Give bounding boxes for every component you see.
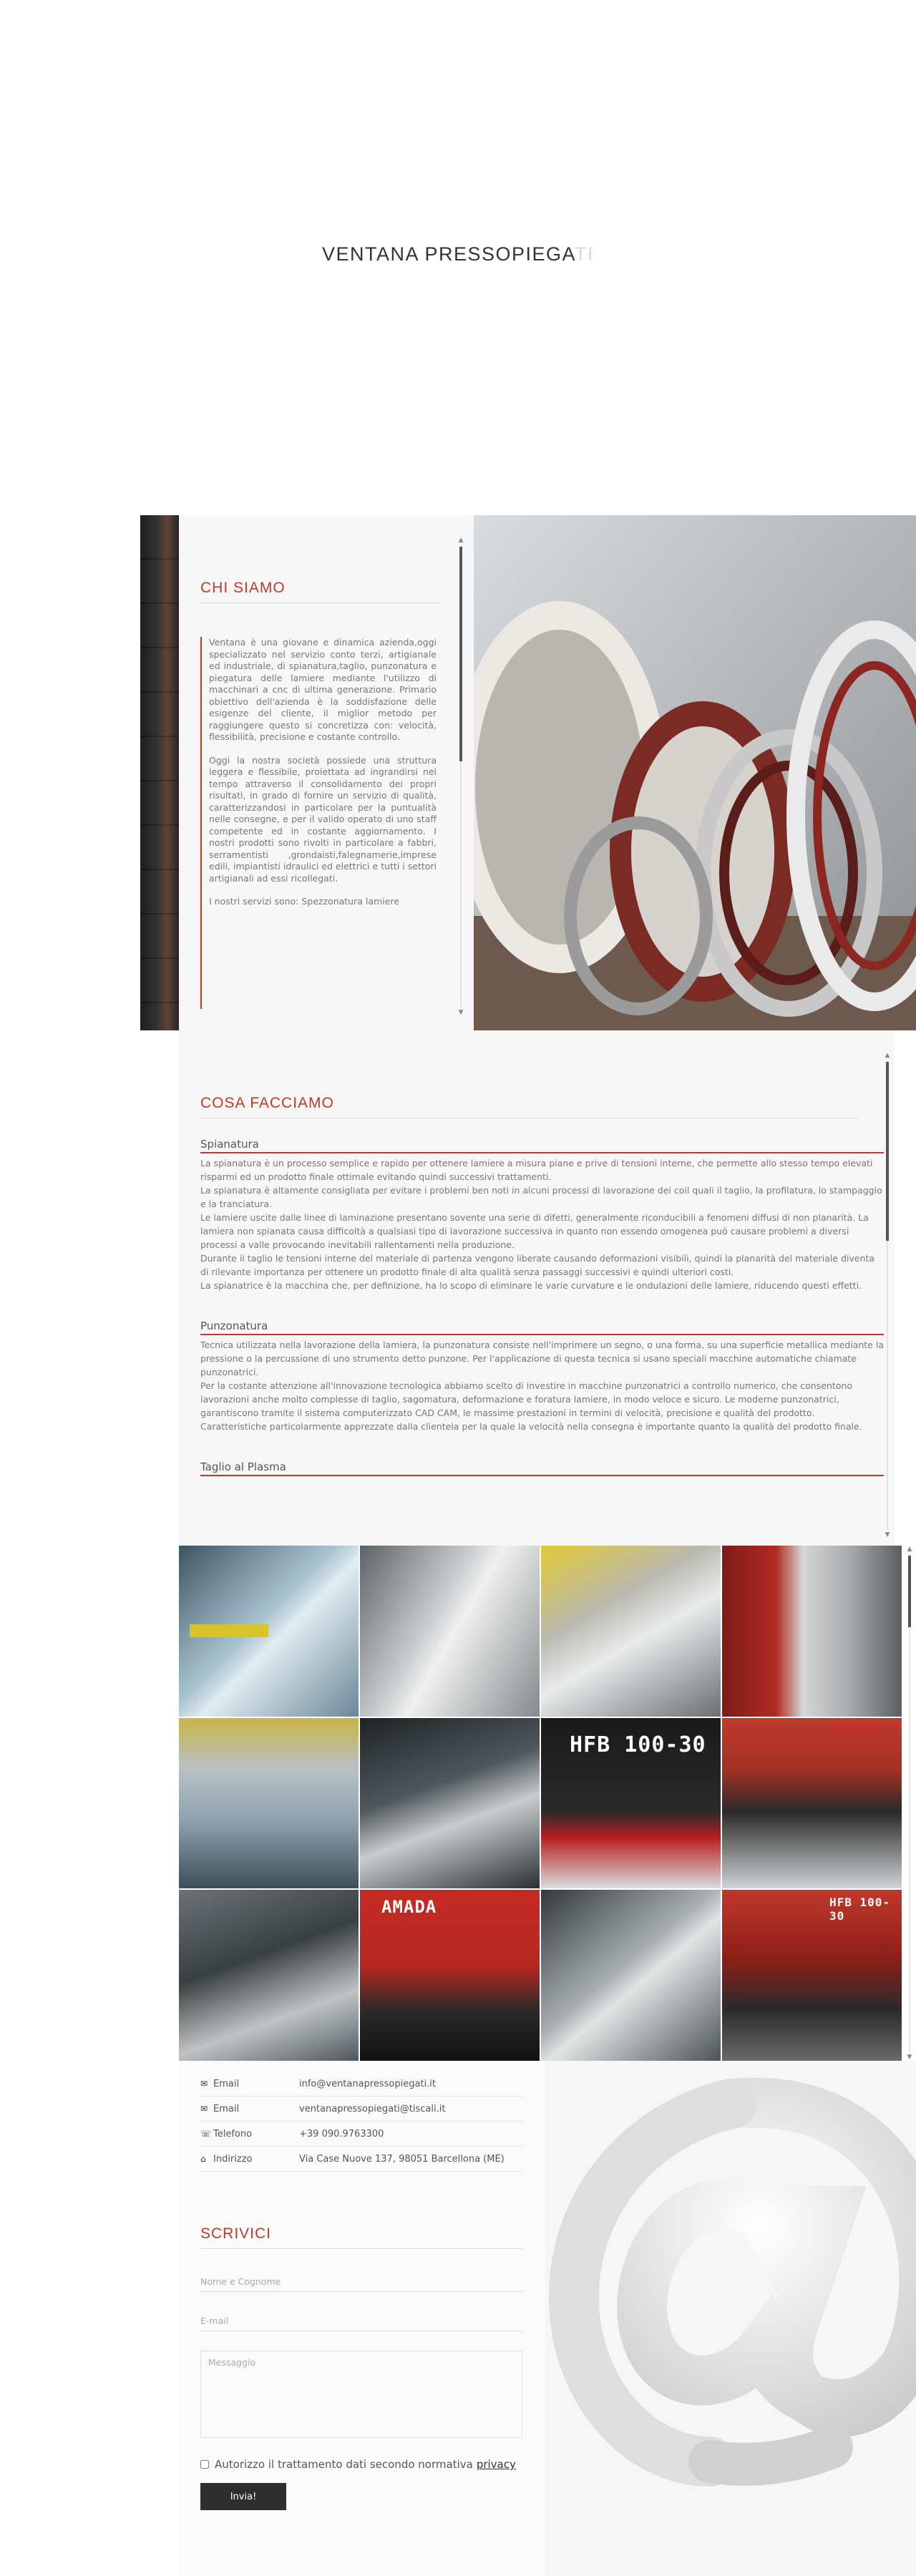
scroll-down-icon[interactable]: ▼ — [885, 1531, 890, 1538]
contact-panel — [179, 2061, 545, 2576]
service-title: Spianatura — [200, 1138, 884, 1153]
about-paragraph: I nostri servizi sono: Spezzonatura lamiere — [209, 896, 399, 907]
privacy-text: Autorizzo il trattamento dati secondo normativa — [215, 2458, 473, 2471]
scroll-down-icon[interactable]: ▼ — [907, 2054, 912, 2061]
gallery-scrollbar[interactable] — [906, 1546, 913, 2061]
about-text[interactable] — [200, 637, 437, 1009]
contact-email-row — [200, 2072, 522, 2097]
service-item — [200, 1319, 884, 1433]
contact-form-title: SCRIVICI — [200, 2225, 272, 2242]
home-icon: ⌂ — [200, 2154, 206, 2164]
envelope-icon: ✉ — [200, 2079, 208, 2089]
gallery-photo[interactable] — [541, 1718, 721, 1889]
scroll-up-icon[interactable]: ▲ — [458, 537, 464, 544]
privacy-checkbox[interactable] — [200, 2460, 209, 2469]
envelope-icon: ✉ — [200, 2104, 208, 2114]
gallery-photo[interactable] — [541, 1890, 721, 2061]
gallery-photo[interactable] — [722, 1718, 902, 1889]
services-list[interactable] — [200, 1138, 884, 1538]
scroll-up-icon[interactable]: ▲ — [907, 1546, 912, 1553]
gallery-photo[interactable] — [360, 1890, 540, 2061]
about-section — [179, 515, 474, 1030]
service-text: La spianatura è un processo semplice e rapido per ottenere lamiere a misura piane e prive di tensioni interne, che permette allo stesso tempo elevati risparmi ed un prodotto finale ottimale evitando quindi successivi trattamenti. La spianatura è altamente consigliata per evitare i problemi ben noti in alcuni processi di lavorazione dei coil quali il taglio, la profilatura, lo stampaggio e la tranciatura. Le lamiere uscite dalle linee di laminazione presentano sovente una serie di difetti, generalmente riconducibili a fenomeni diffusi di non planarità. La lamiera non spianata causa difficoltà a qualsiasi tipo di lavorazione successiva in quanto non essendo omogenea può causare problemi a diversi processi a valle provocando inevitabili rallentamenti nella produzione. Durante il taglio le tensioni interne del materiale di partenza vengono liberate causando deformazioni visibili, quindi la planarità del materiale diventa di rilevante importanza per ottenere un prodotto finale di alta qualità senza passaggi successivi e quindi ulteriori costi. La spianatrice è la macchina che, per definizione, ha lo scopo di eliminare le varie curvature e le ondulazioni delle lamiere, riducendo questi effetti. — [200, 1158, 882, 1291]
contact-address-row — [200, 2147, 522, 2172]
gallery-photo[interactable] — [179, 1890, 359, 2061]
gallery-photo[interactable] — [541, 1546, 721, 1717]
work-gallery — [179, 1546, 902, 2061]
about-side-photo — [140, 515, 179, 1030]
submit-button[interactable]: Invia! — [200, 2483, 286, 2510]
about-scrollbar[interactable] — [457, 537, 464, 1016]
contact-value[interactable]: ventanapressopiegati@tiscali.it — [299, 2103, 446, 2114]
contact-email-row — [200, 2097, 522, 2122]
email-input[interactable] — [200, 2311, 522, 2331]
scroll-thumb[interactable] — [459, 547, 462, 761]
services-scrollbar[interactable] — [884, 1052, 891, 1538]
services-section — [179, 1030, 895, 1546]
site-title-faded: TI — [575, 243, 595, 265]
contact-label: Email — [213, 2103, 240, 2114]
contact-label: Telefono — [213, 2128, 253, 2140]
phone-icon: ☏ — [200, 2129, 212, 2139]
services-title: COSA FACCIAMO — [200, 1095, 334, 1111]
contact-value: Via Case Nuove 137, 98051 Barcellona (ME) — [299, 2153, 505, 2165]
machine-label: HFB 100-30 — [570, 1732, 706, 1757]
about-title-rule — [200, 602, 440, 603]
service-text: Tecnica utilizzata nella lavorazione della lamiera, la punzonatura consiste nell'imprimere un segno, o una forma, su una superficie metallica mediante la pressione o la percussione di uno strumento detto punzone. Per l'applicazione di questa tecnica si usano speciali macchine automatiche chiamate punzonatrici. Per la costante attenzione all'innovazione tecnologica abbiamo scelto di investire in macchine punzonatrici a controllo numerico, che consentono lavorazioni anche molto complesse di taglio, sagomatura, deformazione e foratura lamiere, in modo veloce e sicuro. Le moderne punzonatrici, garantiscono tramite il sistema computerizzato CAD CAM, le massime prestazioni in termini di velocità, precisione e qualità del prodotto. Caratteristiche particolarmente apprezzate dalla clientela per la quale la velocità nella consegna è importante quanto la qualità del prodotto finale. — [200, 1340, 884, 1432]
machine-label: HFB 100-30 — [829, 1896, 891, 1923]
service-title: Punzonatura — [200, 1319, 884, 1335]
contact-title-rule — [200, 2248, 522, 2249]
scroll-thumb[interactable] — [886, 1062, 889, 1241]
about-title: CHI SIAMO — [200, 580, 286, 596]
service-item — [200, 1460, 884, 1476]
about-paragraph: Ventana è una giovane e dinamica azienda,oggi specializzato nel servizio conto terzi, artigianale ed industriale, di spianatura,taglio, punzonatura e piegatura delle lamiere mediante l'utilizzo di macchinari a cnc di ultima generazione. Primario obiettivo dell'azienda è la soddisfazione delle esigenze del cliente, il miglior metodo per raggiungere questo si concretizza con: velocità, flessibilità, precisione e costante controllo. — [209, 637, 437, 742]
contact-label: Email — [213, 2078, 240, 2089]
service-title: Taglio al Plasma — [200, 1460, 884, 1476]
about-paragraph: Oggi la nostra società possiede una struttura leggera e flessibile, proiettata ad ingrandirsi nel tempo attraverso il consolidamento dei propri risultati, in grado di fornire un servizio di qualità, caratterizzandosi in particolare per la puntualità nelle consegne, e per il valido operato di uno staff competente ed in costante aggiornamento. I nostri prodotti sono rivolti in particolare a fabbri, serramentisti ,grondaisti,falegnamerie,imprese edili, impiantisti idraulici ed elettrici e tutti i settori artigianali ad essi ricollegati. — [209, 754, 437, 884]
privacy-link[interactable]: privacy — [476, 2458, 516, 2471]
steel-coils-photo — [474, 515, 916, 1030]
contact-value[interactable]: info@ventanapressopiegati.it — [299, 2078, 437, 2089]
site-title-main: VENTANA PRESSOPIEGA — [321, 243, 575, 265]
gallery-photo[interactable] — [179, 1718, 359, 1889]
scroll-thumb[interactable] — [908, 1556, 911, 1627]
contact-label: Indirizzo — [213, 2153, 253, 2165]
scroll-down-icon[interactable]: ▼ — [458, 1009, 464, 1016]
gallery-photo[interactable] — [722, 1890, 902, 2061]
privacy-consent — [200, 2458, 516, 2471]
gallery-photo[interactable] — [722, 1546, 902, 1717]
machine-label: AMADA — [381, 1897, 437, 1918]
service-item — [200, 1138, 884, 1292]
gallery-photo[interactable] — [360, 1546, 540, 1717]
gallery-photo[interactable] — [179, 1546, 359, 1717]
contact-phone-row — [200, 2122, 522, 2147]
message-textarea[interactable] — [200, 2351, 522, 2438]
name-input[interactable] — [200, 2272, 522, 2292]
contact-value[interactable]: +39 090.9763300 — [299, 2128, 384, 2140]
scroll-up-icon[interactable]: ▲ — [885, 1052, 890, 1059]
site-title — [0, 243, 916, 265]
at-sign-sculpture — [545, 2061, 916, 2576]
gallery-photo[interactable] — [360, 1718, 540, 1889]
